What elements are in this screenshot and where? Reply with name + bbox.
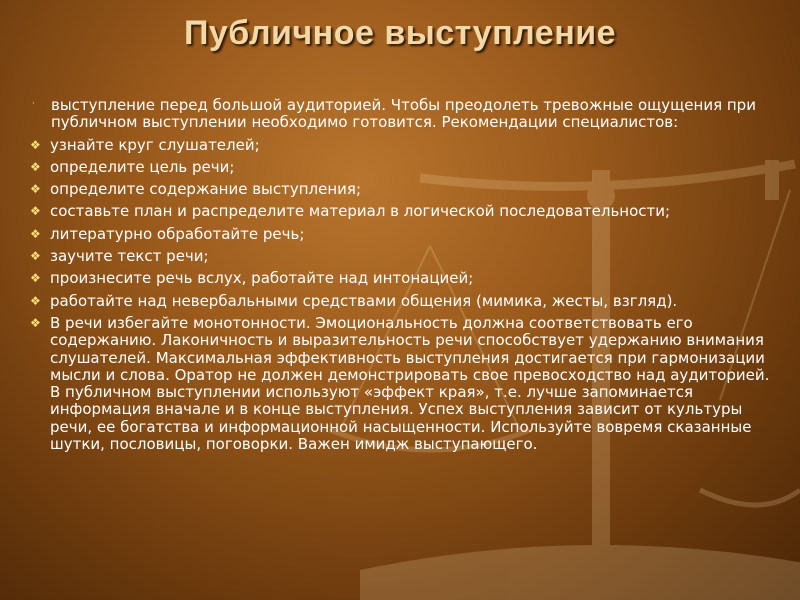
list-item-text: заучите текст речи; (50, 247, 209, 266)
list-item (30, 248, 770, 265)
bullet-list (30, 97, 770, 458)
bullet-diamond-icon: ❖ (30, 159, 41, 174)
bullet-diamond-icon: ❖ (30, 293, 41, 308)
list-item (30, 293, 770, 310)
list-item-text: произнесите речь вслух, работайте над интонацией; (50, 269, 474, 288)
list-item-text: узнайте круг слушателей; (50, 135, 260, 154)
list-item-text: литературно обработайте речь; (50, 224, 305, 243)
list-item-text: работайте над невербальными средствами общения (мимика, жесты, взгляд). (50, 291, 678, 310)
bullet-diamond-icon: ❖ (30, 182, 41, 197)
intro-text: выступление перед большой аудиторией. Чтобы преодолеть тревожные ощущения при публичном выступлении необходимо готовится. Рекомендации специалистов: (51, 96, 756, 132)
list-item-text: определите содержание выступления; (50, 180, 362, 199)
list-item (30, 159, 770, 176)
bullet-diamond-icon: ❖ (30, 271, 41, 286)
list-item-text: В речи избегайте монотонности. Эмоциональность должна соответствовать его содержанию. Лаконичность и выразительность речи способствует удержанию внимания слушателей. Максимальная эффективность выступления достигается при гармонизации мысли и слова. Оратор не должен демонстрировать свое превосходство над аудиторией. В публичном выступлении используют «эффект края», т.е. лучше запоминается информация вначале и в конце выступления. Успех выступления зависит от культуры речи, ее богатства и информационной насыщенности. Используйте вовремя сказанные шутки, пословицы, поговорки. Важен имидж выступающего. (50, 313, 770, 454)
list-item-text: определите цель речи; (50, 157, 235, 176)
bullet-dot-icon: · (32, 99, 35, 109)
bullet-diamond-icon: ❖ (30, 204, 41, 219)
intro-paragraph (30, 97, 770, 132)
list-item (30, 315, 770, 453)
slide-title: Публичное выступление (183, 14, 617, 52)
list-item (30, 203, 770, 220)
bullet-diamond-icon: ❖ (30, 249, 41, 264)
bullet-diamond-icon: ❖ (30, 137, 41, 152)
list-item (30, 181, 770, 198)
list-item-text: составьте план и распределите материал в логической последовательности; (50, 202, 671, 221)
list-item (30, 137, 770, 154)
list-item (30, 270, 770, 287)
bullet-diamond-icon: ❖ (30, 315, 41, 330)
bullet-diamond-icon: ❖ (30, 226, 41, 241)
list-item (30, 226, 770, 243)
